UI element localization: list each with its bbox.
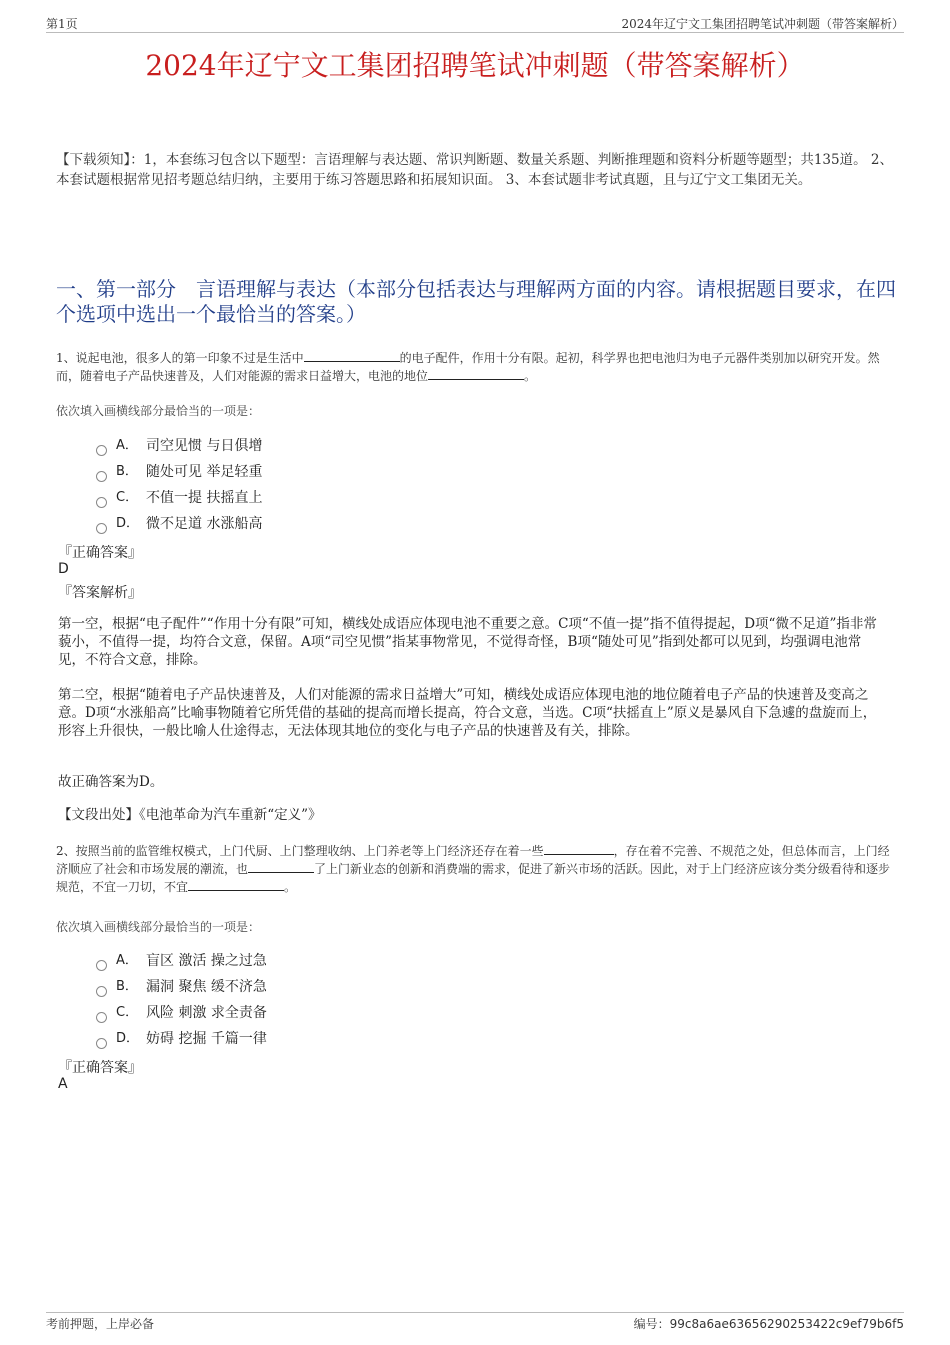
question-1-stem: 1、说起电池，很多人的第一印象不过是生活中 的电子配件，作用十分有限。起初，科学界也把电池归为电子元器件类别加以研究开发。然而，随着电子产品快速普及，人们对能源的需求日益增大，电池的地位 。 [56, 351, 880, 383]
answer-label: 『正确答案』 [58, 1060, 142, 1076]
option-b[interactable]: B． 漏洞 聚焦 缓不济急 [96, 974, 267, 1000]
document-title: 2024年辽宁文工集团招聘笔试冲刺题（带答案解析） [145, 49, 805, 82]
answer-value: A [58, 1076, 68, 1092]
document-code: 编号：99c8a6ae63656290253422c9ef79b6f5 [633, 1317, 904, 1331]
radio-icon[interactable] [96, 471, 107, 482]
fill-blank [544, 842, 614, 855]
question-2-hint: 依次填入画横线部分最恰当的一项是： [56, 920, 261, 934]
radio-icon[interactable] [96, 497, 107, 508]
radio-icon[interactable] [96, 1012, 107, 1023]
analysis-paragraph-2: 第二空，根据“随着电子产品快速普及，人们对能源的需求日益增大”可知，横线处成语应体现电池的地位随着电子产品的快速普及变高之意。D项“水涨船高”比喻事物随着它所凭借的基础的提高而增长提高，符合文意，当选。C项“扶摇直上”原义是暴风自下急遽的盘旋而上，形容上升很快，一般比喻人仕途得志，无法体现其地位的变化与电子产品的快速普及有关，排除。 [58, 687, 877, 739]
radio-icon[interactable] [96, 960, 107, 971]
footer-slogan: 考前押题，上岸必备 [46, 1317, 155, 1331]
header-doc-title: 2024年辽宁文工集团招聘笔试冲刺题（带答案解析） [621, 17, 904, 31]
option-b[interactable]: B． 随处可见 举足轻重 [96, 459, 262, 485]
answer-label: 『正确答案』 [58, 545, 142, 561]
answer-value: D [58, 561, 69, 577]
section-heading: 一、第一部分 言语理解与表达（本部分包括表达与理解两方面的内容。请根据题目要求，在四个选项中选出一个最恰当的答案。） [56, 277, 896, 326]
question-2-options [96, 948, 267, 1052]
fill-blank [188, 878, 284, 891]
option-c[interactable]: C． 不值一提 扶摇直上 [96, 485, 262, 511]
download-notice: 【下载须知】：1，本套练习包含以下题型：言语理解与表达题、常识判断题、数量关系题、判断推理题和资料分析题等题型；共135道。 2、本套试题根据常见招考题总结归纳，主要用于练习答题思路和拓展知识面。 3、本套试题非考试真题，且与辽宁文工集团无关。 [56, 152, 893, 188]
fill-blank [248, 860, 314, 873]
option-a[interactable]: A． 盲区 激活 操之过急 [96, 948, 267, 974]
radio-icon[interactable] [96, 523, 107, 534]
analysis-paragraph-1: 第一空，根据“电子配件”“作用十分有限”可知，横线处成语应体现电池不重要之意。C项“不值一提”指不值得提起，D项“微不足道”指非常藐小，不值得一提，均符合文意，保留。A项“司空见惯”指某事物常见，不觉得奇怪，B项“随处可见”指到处都可以见到，均强调电池常见，不符合文意，排除。 [58, 616, 877, 668]
page-footer [46, 1312, 904, 1331]
fill-blank [304, 349, 400, 362]
analysis-label: 『答案解析』 [58, 585, 142, 601]
page-number: 第1页 [46, 17, 78, 31]
analysis-conclusion: 故正确答案为D。 [58, 774, 164, 790]
radio-icon[interactable] [96, 1038, 107, 1049]
option-d[interactable]: D． 妨碍 挖掘 千篇一律 [96, 1026, 267, 1052]
radio-icon[interactable] [96, 986, 107, 997]
radio-icon[interactable] [96, 445, 107, 456]
question-2-stem: 2、按照当前的监管维权模式，上门代厨、上门整理收纳、上门养老等上门经济还存在着一些 ，存在着不完善、不规范之处，但总体而言，上门经济顺应了社会和市场发展的潮流，也 了上门新业态的创新和消费端的需求，促进了新兴市场的活跃。因此，对于上门经济应该分类分级看待和逐步规范，不宜一刀切，不宜 。 [56, 844, 891, 894]
option-a[interactable]: A． 司空见惯 与日俱增 [96, 433, 262, 459]
option-c[interactable]: C． 风险 刺激 求全责备 [96, 1000, 267, 1026]
question-1-options [96, 433, 262, 537]
question-1-hint: 依次填入画横线部分最恰当的一项是： [56, 404, 261, 418]
page-header [46, 14, 904, 33]
option-d[interactable]: D． 微不足道 水涨船高 [96, 511, 262, 537]
fill-blank [428, 367, 524, 380]
source-note: 【文段出处】《电池革命为汽车重新“定义”》 [58, 807, 322, 823]
